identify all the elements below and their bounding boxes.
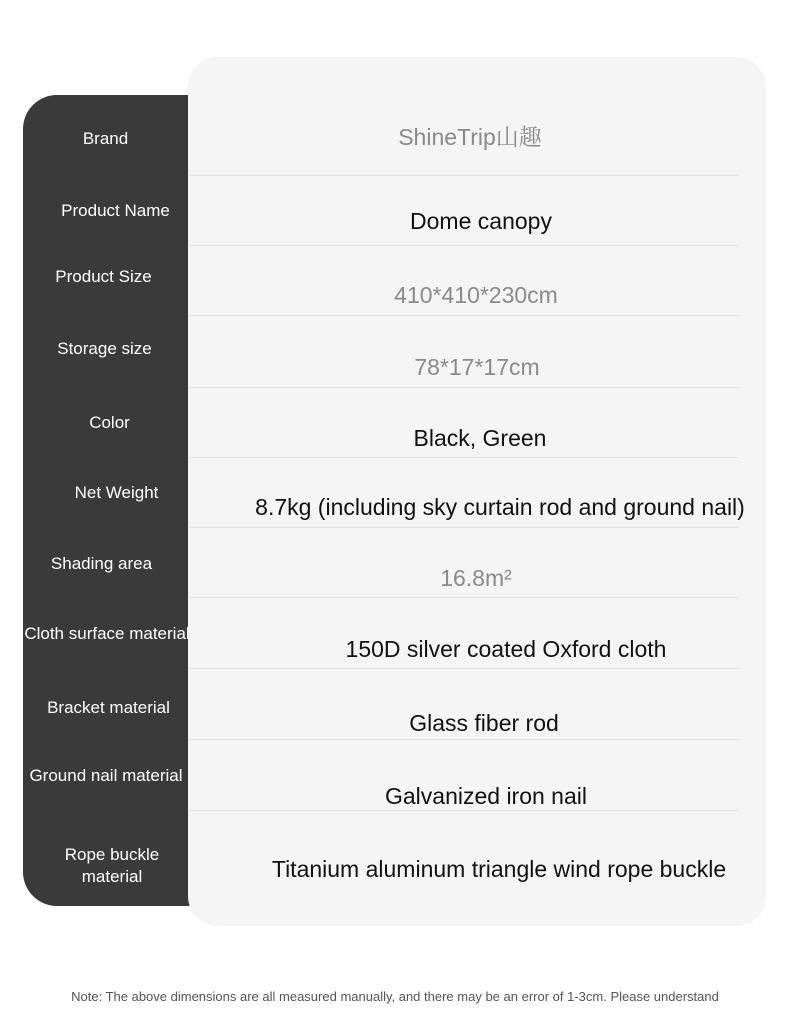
- value-product-name: Dome canopy: [410, 208, 552, 234]
- row-divider: [190, 810, 738, 811]
- value-brand: ShineTrip山趣: [398, 124, 542, 150]
- row-divider: [190, 527, 738, 528]
- label-brand: Brand: [82, 129, 129, 148]
- label-net-weight: Net Weight: [74, 483, 159, 502]
- row-divider: [190, 457, 738, 458]
- value-ground-nail-material: Galvanized iron nail: [384, 783, 587, 809]
- label-product-name: Product Name: [61, 201, 170, 220]
- row-divider: [190, 315, 738, 316]
- row-divider: [190, 668, 738, 669]
- value-bracket-material: Glass fiber rod: [409, 710, 559, 736]
- value-shading-area: 16.8m²: [440, 565, 512, 591]
- label-cloth-surface-material: Cloth surface material: [24, 624, 190, 643]
- value-rope-buckle-material: Titanium aluminum triangle wind rope buckle: [271, 856, 727, 882]
- value-cloth-surface-material: 150D silver coated Oxford cloth: [345, 636, 667, 662]
- label-shading-area: Shading area: [50, 554, 153, 573]
- label-product-size: Product Size: [55, 267, 152, 286]
- label-bracket-material: Bracket material: [47, 698, 170, 717]
- label-rope-buckle-material: Rope buckle material: [64, 845, 160, 886]
- measurement-note: Note: The above dimensions are all measured manually, and there may be an error of 1-3cm. Please understand: [71, 989, 719, 1004]
- value-storage-size: 78*17*17cm: [414, 354, 540, 380]
- label-color: Color: [89, 413, 130, 432]
- value-color: Black, Green: [413, 425, 547, 451]
- row-divider: [190, 387, 738, 388]
- label-storage-size: Storage size: [57, 339, 152, 358]
- row-divider: [190, 739, 738, 740]
- value-product-size: 410*410*230cm: [394, 282, 558, 308]
- row-divider: [190, 245, 738, 246]
- row-divider: [190, 175, 738, 176]
- row-divider: [190, 597, 738, 598]
- label-ground-nail-material: Ground nail material: [29, 766, 183, 785]
- value-net-weight: 8.7kg (including sky curtain rod and ground nail): [255, 494, 745, 520]
